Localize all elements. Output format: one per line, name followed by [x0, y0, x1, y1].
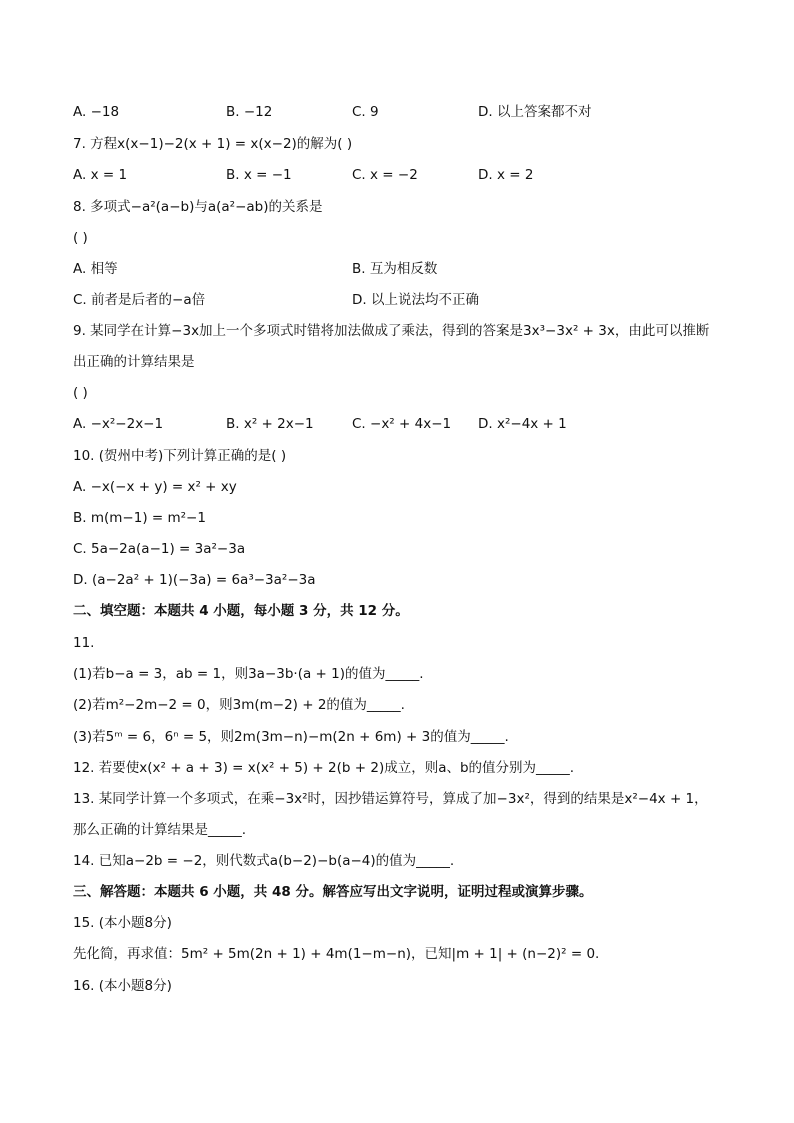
q8-option-d: D. 以上说法均不正确 — [352, 292, 479, 308]
q6-option-c: C. 9 — [352, 104, 379, 120]
q11-number: 11. — [73, 635, 95, 651]
q9-option-d: D. x²−4x + 1 — [478, 416, 567, 432]
q7-option-c: C. x = −2 — [352, 167, 418, 183]
q11-part3: (3)若5ᵐ = 6，6ⁿ = 5，则2m(3m−n)−m(2n + 6m) + 3的值为_____. — [73, 729, 509, 745]
q8-answer-paren: ( ) — [73, 230, 88, 246]
q9-stem-line2: 出正确的计算结果是 — [73, 354, 195, 370]
q14-stem: 14. 已知a−2b = −2，则代数式a(b−2)−b(a−4)的值为_____. — [73, 853, 455, 869]
q9-option-c: C. −x² + 4x−1 — [352, 416, 452, 432]
q9-stem-line1: 9. 某同学在计算−3x加上一个多项式时错将加法做成了乘法，得到的答案是3x³−3x² + 3x，由此可以推断 — [73, 323, 710, 339]
q10-option-b: B. m(m−1) = m²−1 — [73, 510, 206, 526]
q8-option-c: C. 前者是后者的−a倍 — [73, 292, 206, 308]
q10-option-d: D. (a−2a² + 1)(−3a) = 6a³−3a²−3a — [73, 572, 316, 588]
q8-option-a: A. 相等 — [73, 261, 118, 277]
q10-option-c: C. 5a−2a(a−1) = 3a²−3a — [73, 541, 246, 557]
q7-option-a: A. x = 1 — [73, 167, 128, 183]
q9-option-a: A. −x²−2x−1 — [73, 416, 164, 432]
q10-stem: 10. (贺州中考)下列计算正确的是( ) — [73, 448, 287, 464]
q8-stem: 8. 多项式−a²(a−b)与a(a²−ab)的关系是 — [73, 199, 323, 215]
section-2-heading: 二、填空题：本题共 4 小题，每小题 3 分，共 12 分。 — [73, 603, 409, 619]
q8-option-b: B. 互为相反数 — [352, 261, 438, 277]
q6-option-b: B. −12 — [226, 104, 273, 120]
q6-option-d: D. 以上答案都不对 — [478, 104, 592, 120]
q7-option-b: B. x = −1 — [226, 167, 292, 183]
q7-option-d: D. x = 2 — [478, 167, 534, 183]
q9-answer-paren: ( ) — [73, 385, 88, 401]
q13-stem-line2: 那么正确的计算结果是_____. — [73, 822, 247, 838]
q11-part1: (1)若b−a = 3，ab = 1，则3a−3b·(a + 1)的值为_____. — [73, 666, 424, 682]
q16-title: 16. (本小题8分) — [73, 978, 172, 994]
q12-stem: 12. 若要使x(x² + a + 3) = x(x² + 5) + 2(b + 2)成立，则a、b的值分别为_____. — [73, 760, 575, 776]
q15-body: 先化简，再求值：5m² + 5m(2n + 1) + 4m(1−m−n)，已知|m + 1| + (n−2)² = 0. — [73, 946, 600, 962]
q7-stem: 7. 方程x(x−1)−2(x + 1) = x(x−2)的解为( ) — [73, 136, 353, 152]
q9-option-b: B. x² + 2x−1 — [226, 416, 314, 432]
q10-option-a: A. −x(−x + y) = x² + xy — [73, 479, 237, 495]
q15-title: 15. (本小题8分) — [73, 915, 172, 931]
q13-stem-line1: 13. 某同学计算一个多项式，在乘−3x²时，因抄错运算符号，算成了加−3x²，得到的结果是x²−4x + 1， — [73, 791, 708, 807]
section-3-heading: 三、解答题：本题共 6 小题，共 48 分。解答应写出文字说明，证明过程或演算步骤。 — [73, 884, 593, 900]
q6-option-a: A. −18 — [73, 104, 120, 120]
q11-part2: (2)若m²−2m−2 = 0，则3m(m−2) + 2的值为_____. — [73, 697, 405, 713]
